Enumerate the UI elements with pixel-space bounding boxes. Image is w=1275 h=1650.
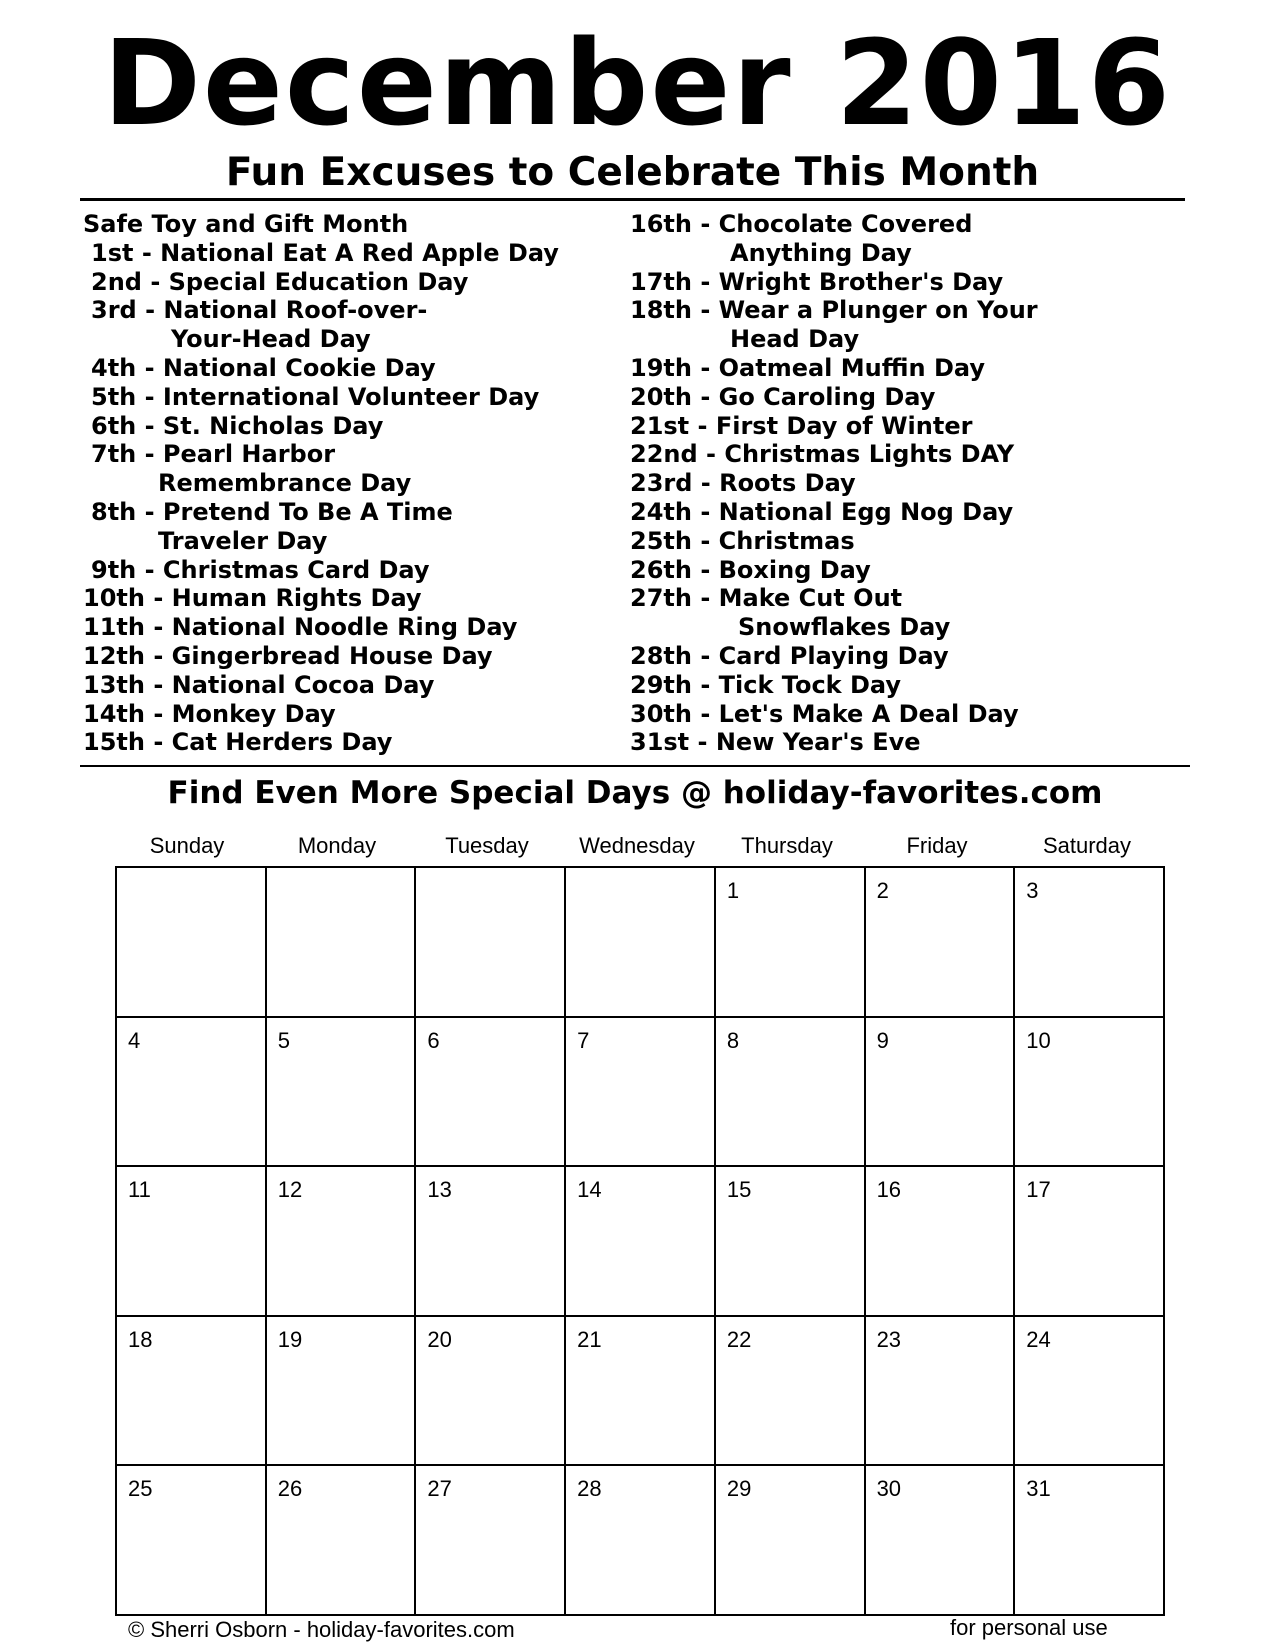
event-item: 24th - National Egg Nog Day — [630, 497, 1014, 526]
event-item: 18th - Wear a Plunger on Your — [630, 296, 1038, 325]
events-list-right — [630, 210, 1190, 757]
event-item: 20th - Go Caroling Day — [630, 382, 936, 411]
calendar-cell — [1015, 1317, 1165, 1467]
calendar-cell — [416, 1466, 566, 1616]
copyright-footer: © Sherri Osborn - holiday-favorites.com — [128, 1617, 515, 1642]
calendar-cell — [716, 1466, 866, 1616]
page-subtitle: Fun Excuses to Celebrate This Month — [80, 150, 1185, 201]
event-item: 1st - National Eat A Red Apple Day — [91, 238, 559, 267]
usage-footer: for personal use — [950, 1615, 1108, 1640]
calendar-cell — [716, 1167, 866, 1317]
event-item: 30th - Let's Make A Deal Day — [630, 699, 1019, 728]
day-number: 6 — [427, 1027, 440, 1053]
day-number: 18 — [128, 1326, 153, 1352]
calendar-cell — [716, 1018, 866, 1168]
calendar-cell — [566, 1167, 716, 1317]
calendar-cell — [566, 1317, 716, 1467]
event-item-continuation: Traveler Day — [158, 526, 328, 555]
event-item-continuation: Remembrance Day — [158, 469, 412, 498]
calendar-cell — [267, 868, 417, 1018]
event-item: 3rd - National Roof-over- — [91, 296, 428, 325]
calendar-cell — [866, 1018, 1016, 1168]
weekday-header: Sunday — [149, 833, 225, 858]
weekday-header: Tuesday — [445, 833, 529, 858]
event-item: 2nd - Special Education Day — [91, 267, 469, 296]
day-number: 31 — [1026, 1476, 1051, 1502]
event-item: 12th - Gingerbread House Day — [83, 641, 493, 670]
calendar-cell — [866, 868, 1016, 1018]
event-item: 5th - International Volunteer Day — [91, 382, 540, 411]
weekday-header: Saturday — [1042, 833, 1132, 858]
calendar-cell — [1015, 1167, 1165, 1317]
calendar-cell — [267, 1018, 417, 1168]
event-item: 14th - Monkey Day — [83, 699, 336, 728]
day-number: 14 — [577, 1177, 602, 1203]
event-item: 23rd - Roots Day — [630, 469, 856, 498]
day-number: 27 — [427, 1476, 452, 1502]
event-item: 28th - Card Playing Day — [630, 641, 949, 670]
day-number: 23 — [876, 1326, 902, 1352]
calendar-cell — [117, 868, 267, 1018]
weekday-header: Monday — [297, 833, 377, 858]
calendar-cell — [267, 1466, 417, 1616]
section-divider — [80, 765, 1190, 767]
calendar-cell — [716, 1317, 866, 1467]
calendar-cell — [416, 868, 566, 1018]
day-number: 16 — [876, 1177, 902, 1203]
calendar-grid — [115, 866, 1165, 1616]
calendar-cell — [1015, 868, 1165, 1018]
day-number: 30 — [876, 1476, 902, 1502]
event-item: 31st - New Year's Eve — [630, 728, 921, 757]
event-item-continuation: Your-Head Day — [171, 325, 371, 354]
day-number: 1 — [726, 878, 740, 903]
day-number: 9 — [876, 1027, 889, 1053]
calendar-cell — [866, 1167, 1016, 1317]
day-number: 2 — [876, 878, 889, 903]
events-list-left — [83, 210, 623, 757]
event-item: 25th - Christmas — [630, 526, 855, 555]
event-item: 26th - Boxing Day — [630, 555, 871, 584]
event-item: 16th - Chocolate Covered — [630, 210, 973, 238]
day-number: 11 — [128, 1177, 151, 1203]
event-item: 11th - National Noodle Ring Day — [83, 613, 518, 642]
day-number: 12 — [277, 1177, 303, 1203]
calendar-cell — [566, 1018, 716, 1168]
more-days-link-text: Find Even More Special Days @ holiday-favorites.com — [167, 775, 1103, 811]
calendar-cell — [566, 1466, 716, 1616]
calendar-cell — [117, 1466, 267, 1616]
calendar-cell — [117, 1018, 267, 1168]
day-number: 21 — [577, 1326, 602, 1352]
event-item: 21st - First Day of Winter — [630, 411, 973, 440]
day-number: 13 — [427, 1177, 452, 1203]
weekday-header: Wednesday — [579, 833, 695, 858]
calendar-cell — [416, 1167, 566, 1317]
calendar-cell — [716, 868, 866, 1018]
event-item: 27th - Make Cut Out — [630, 584, 903, 613]
calendar-cell — [866, 1466, 1016, 1616]
event-item: 6th - St. Nicholas Day — [91, 411, 384, 440]
calendar-cell — [1015, 1018, 1165, 1168]
calendar-cell — [416, 1018, 566, 1168]
day-number: 8 — [726, 1027, 740, 1053]
day-number: 3 — [1026, 878, 1039, 903]
event-item: 13th - National Cocoa Day — [83, 670, 435, 699]
event-item: 4th - National Cookie Day — [91, 353, 436, 382]
event-item: Safe Toy and Gift Month — [83, 210, 409, 238]
calendar-cell — [117, 1317, 267, 1467]
event-item: 10th - Human Rights Day — [83, 584, 422, 613]
event-item: 15th - Cat Herders Day — [83, 728, 393, 757]
day-number: 7 — [577, 1027, 590, 1053]
event-item: 7th - Pearl Harbor — [91, 440, 336, 469]
page-title: December 2016 — [102, 14, 1173, 152]
event-item: 17th - Wright Brother's Day — [630, 267, 1004, 296]
day-number: 5 — [277, 1027, 290, 1053]
calendar-cell — [117, 1167, 267, 1317]
weekday-header: Friday — [906, 833, 968, 858]
event-item-continuation: Anything Day — [730, 238, 912, 267]
event-item: 8th - Pretend To Be A Time — [91, 497, 453, 526]
day-number: 25 — [128, 1476, 153, 1502]
day-number: 24 — [1026, 1326, 1051, 1352]
day-number: 26 — [277, 1476, 303, 1502]
day-number: 15 — [726, 1177, 752, 1203]
calendar-cell — [416, 1317, 566, 1467]
event-item: 19th - Oatmeal Muffin Day — [630, 353, 985, 382]
calendar-cell — [1015, 1466, 1165, 1616]
weekday-header: Thursday — [741, 833, 833, 858]
calendar-cell — [267, 1167, 417, 1317]
calendar-cell — [267, 1317, 417, 1467]
day-number: 10 — [1026, 1027, 1051, 1053]
event-item: 29th - Tick Tock Day — [630, 670, 902, 699]
event-item-continuation: Snowflakes Day — [738, 613, 951, 642]
calendar-cell — [866, 1317, 1016, 1467]
calendar-cell — [566, 868, 716, 1018]
day-number: 17 — [1026, 1177, 1051, 1203]
day-number: 28 — [577, 1476, 602, 1502]
day-number: 4 — [128, 1027, 141, 1053]
day-number: 29 — [726, 1476, 752, 1502]
day-number: 22 — [726, 1326, 752, 1352]
day-number: 20 — [427, 1326, 452, 1352]
event-item: 9th - Christmas Card Day — [91, 555, 430, 584]
event-item-continuation: Head Day — [730, 325, 860, 354]
event-item: 22nd - Christmas Lights DAY — [630, 440, 1015, 469]
day-number: 19 — [277, 1326, 303, 1352]
